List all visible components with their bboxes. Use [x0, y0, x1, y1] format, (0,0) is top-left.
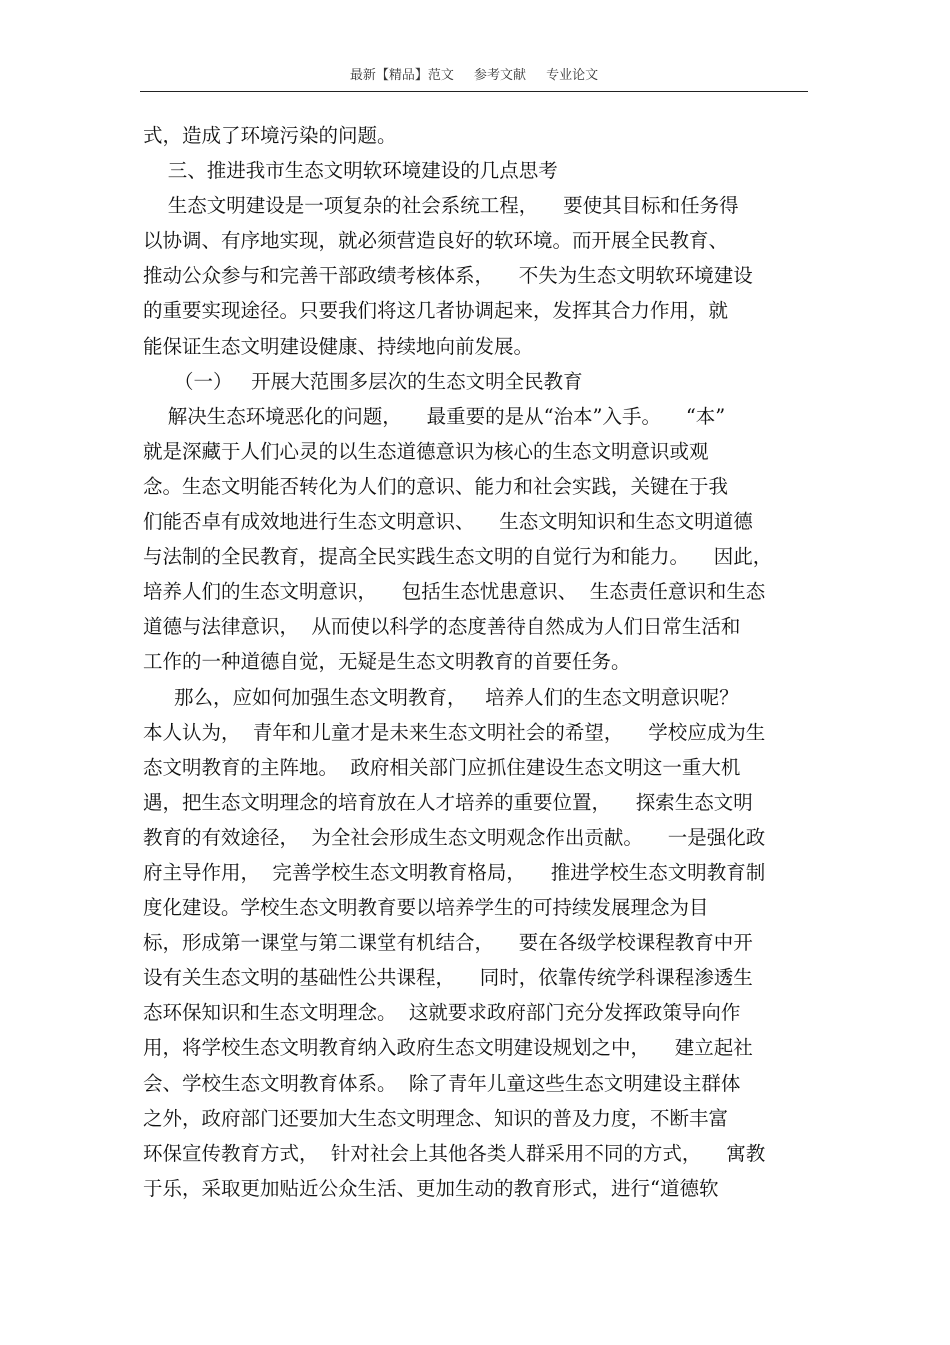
- subsection-heading: （一） 开展大范围多层次的生态文明全民教育: [143, 369, 583, 393]
- text-line: 本人认为， 青年和儿童才是未来生态文明社会的希望， 学校应成为生: [143, 720, 766, 744]
- text-line: 教育的有效途径， 为全社会形成生态文明观念作出贡献。 一是强化政: [143, 825, 766, 849]
- text-line: 道德与法律意识， 从而使以科学的态度善待自然成为人们日常生活和: [143, 615, 741, 639]
- text-line: 与法制的全民教育，提高全民实践生态文明的自觉行为和能力。 因此，: [143, 545, 773, 569]
- text-line: 之外，政府部门还要加大生态文明理念、知识的普及力度，不断丰富: [143, 1106, 729, 1130]
- text-line: 设有关生态文明的基础性公共课程， 同时，依靠传统学科课程渗透生: [143, 966, 753, 990]
- document-body: [143, 118, 808, 1206]
- text-line: 以协调、有序地实现，就必须营造良好的软环境。而开展全民教育、: [143, 229, 729, 253]
- text-line: 的重要实现途径。只要我们将这几者协调起来，发挥其合力作用，就: [143, 299, 729, 323]
- text-line: 环保宣传教育方式， 针对社会上其他各类人群采用不同的方式， 寓教: [143, 1141, 766, 1165]
- text-line: 式，造成了环境污染的问题。: [143, 124, 397, 147]
- text-line: 会、学校生态文明教育体系。 除了青年儿童这些生态文明建设主群体: [143, 1071, 741, 1095]
- text-line: 度化建设。学校生态文明教育要以培养学生的可持续发展理念为目: [143, 896, 709, 920]
- page-header: [140, 64, 808, 92]
- text-line: 态环保知识和生态文明理念。 这就要求政府部门充分发挥政策导向作: [143, 1001, 741, 1025]
- text-line: 工作的一种道德自觉，无疑是生态文明教育的首要任务。: [143, 650, 631, 674]
- text-line: 态文明教育的主阵地。 政府相关部门应抓住建设生态文明这一重大机: [143, 755, 741, 779]
- section-heading: 三、推进我市生态文明软环境建设的几点思考: [143, 159, 558, 183]
- text-line: 标，形成第一课堂与第二课堂有机结合， 要在各级学校课程教育中开: [143, 931, 753, 955]
- text-line: 于乐，采取更加贴近公众生活、更加生动的教育形式，进行“道德软: [143, 1176, 719, 1200]
- text-line: 遇，把生态文明理念的培育放在人才培养的重要位置， 探索生态文明: [143, 790, 753, 814]
- text-line: 培养人们的生态文明意识， 包括生态忧患意识、 生态责任意识和生态: [143, 580, 766, 604]
- text-line: 那么，应如何加强生态文明教育， 培养人们的生态文明意识呢？: [143, 685, 739, 709]
- header-item-latest-essays: 最新【精品】范文: [349, 68, 454, 83]
- text-line: 府主导作用， 完善学校生态文明教育格局， 推进学校生态文明教育制: [143, 860, 766, 884]
- text-line: 推动公众参与和完善干部政绩考核体系， 不失为生态文明软环境建设: [143, 264, 753, 288]
- header-item-papers: 专业论文: [546, 68, 599, 83]
- text-line: 念。生态文明能否转化为人们的意识、能力和社会实践，关键在于我: [143, 474, 729, 498]
- text-line: 解决生态环境恶化的问题， 最重要的是从“治本”入手。 “本”: [143, 404, 726, 428]
- text-line: 就是深藏于人们心灵的以生态道德意识为核心的生态文明意识或观: [143, 439, 709, 463]
- text-line: 用，将学校生态文明教育纳入政府生态文明建设规划之中， 建立起社: [143, 1036, 753, 1060]
- text-line: 能保证生态文明建设健康、持续地向前发展。: [143, 334, 534, 358]
- text-line: 生态文明建设是一项复杂的社会系统工程， 要使其目标和任务得: [143, 194, 739, 218]
- header-item-references: 参考文献: [473, 68, 526, 83]
- header-divider: [140, 91, 808, 92]
- text-line: 们能否卓有成效地进行生态文明意识、 生态文明知识和生态文明道德: [143, 510, 753, 534]
